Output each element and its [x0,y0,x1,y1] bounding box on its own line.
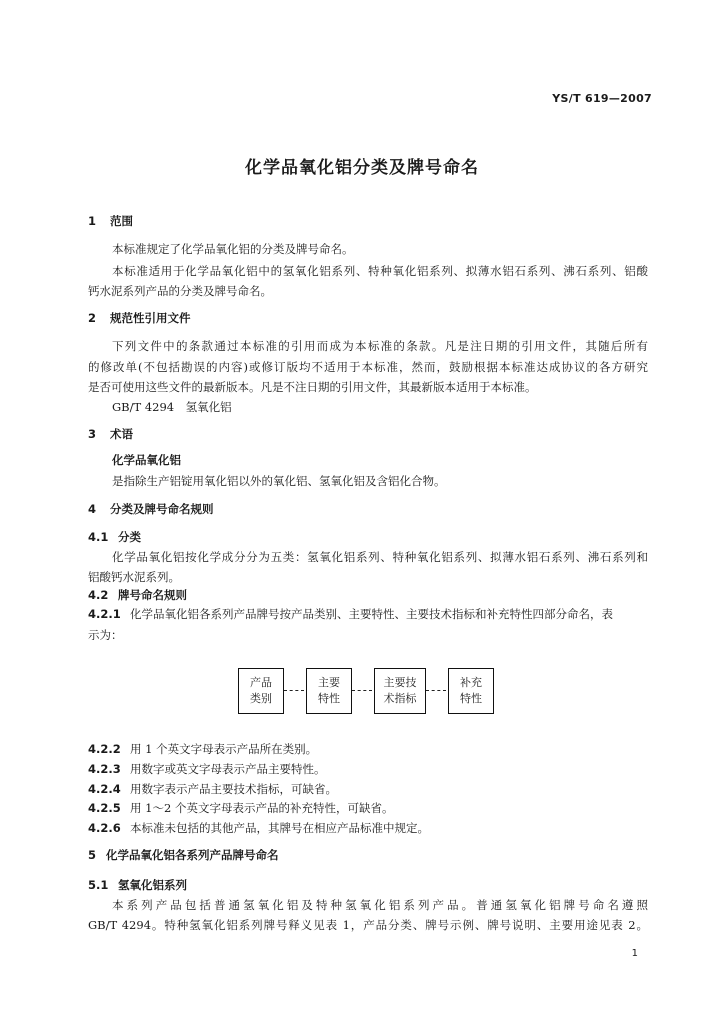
diagram-box-4-line-1: 补充 [460,676,482,689]
clause-4-2-3 [88,761,326,777]
section-5-1-number: 5.1 [88,878,109,892]
section-4-title: 分类及牌号命名规则 [110,502,214,516]
diagram-box-1-line-1: 产品 [250,676,272,689]
clause-4-2-2-text: 用 1 个英文字母表示产品所在类别。 [130,742,318,756]
section-5-title: 化学品氧化铝各系列产品牌号命名 [106,848,279,862]
clause-4-2-1-number: 4.2.1 [88,607,121,621]
section-1-paragraph-1: 本标准规定了化学品氧化铝的分类及牌号命名。 [112,242,354,256]
section-5-1-paragraph-line-1: 本系列产品包括普通氢氧化铝及特种氢氧化铝系列产品。普通氢氧化铝牌号命名遵照 [112,898,648,912]
clause-4-2-3-text: 用数字或英文字母表示产品主要特性。 [130,762,326,776]
diagram-box-main-technical-index [374,668,426,714]
document-title: 化学品氧化铝分类及牌号命名 [245,158,479,178]
diagram-connector-2 [352,690,372,691]
section-5-number: 5 [88,848,97,862]
section-2-paragraph-line-2: 的修改单(不包括勘误的内容)或修订版均不适用于本标准，然而，鼓励根据本标准达成协议的各方研究 [88,360,648,374]
section-4-1-paragraph-line-2: 铝酸钙水泥系列。 [88,570,180,584]
diagram-connector-3 [426,690,446,691]
normative-reference: GB/T 4294 氢氧化铝 [112,400,232,414]
section-3-number: 3 [88,427,97,441]
clause-4-2-3-number: 4.2.3 [88,762,121,776]
section-4-2-number: 4.2 [88,588,109,602]
section-2-paragraph-line-1: 下列文件中的条款通过本标准的引用而成为本标准的条款。凡是注日期的引用文件，其随后所有 [112,339,648,353]
section-2-number: 2 [88,311,97,325]
section-4-1-paragraph-line-1: 化学品氧化铝按化学成分分为五类：氢氧化铝系列、特种氧化铝系列、拟薄水铝石系列、沸石系列和 [112,550,648,564]
section-4-2-title: 牌号命名规则 [118,588,187,602]
section-2-title: 规范性引用文件 [110,311,191,325]
section-5-1-title: 氢氧化铝系列 [118,878,187,892]
clause-4-2-4-number: 4.2.4 [88,782,121,796]
diagram-box-2-line-2: 特性 [318,692,340,705]
diagram-box-3-line-1: 主要技 [383,676,417,689]
section-4-1-title: 分类 [118,530,141,544]
section-1-title: 范围 [110,214,133,228]
diagram-box-3-line-2: 术指标 [383,692,417,705]
section-1-paragraph-2-line-2: 钙水泥系列产品的分类及牌号命名。 [88,284,272,298]
section-5-1-paragraph-line-2: GB/T 4294。特种氢氧化铝系列牌号释义见表 1，产品分类、牌号示例、牌号说明、主要用途见表 2。 [88,918,648,932]
term-definition: 是指除生产铝锭用氧化铝以外的氧化铝、氢氧化铝及含铝化合物。 [112,474,446,488]
section-2-heading [88,310,191,326]
section-3-title: 术语 [110,427,133,441]
clause-4-2-4-text: 用数字表示产品主要技术指标，可缺省。 [130,782,337,796]
diagram-box-1-line-2: 类别 [250,692,272,705]
section-1-paragraph-2-line-1: 本标准适用于化学品氧化铝中的氢氧化铝系列、特种氧化铝系列、拟薄水铝石系列、沸石系列、铝酸 [112,264,648,278]
section-1-heading [88,213,133,229]
clause-4-2-5 [88,800,393,816]
section-4-2-heading [88,587,187,603]
section-5-heading [88,847,279,863]
clause-4-2-1-line-1 [88,606,613,622]
diagram-connector-1 [284,690,304,691]
clause-4-2-6-text: 本标准未包括的其他产品，其牌号在相应产品标准中规定。 [130,821,429,835]
term-name: 化学品氧化铝 [112,453,181,467]
clause-4-2-6-number: 4.2.6 [88,821,121,835]
section-5-1-heading [88,877,187,893]
clause-4-2-1-text: 化学品氧化铝各系列产品牌号按产品类别、主要特性、主要技术指标和补充特性四部分命名，表 [130,607,613,621]
diagram-box-4-line-2: 特性 [460,692,482,705]
diagram-box-2-line-1: 主要 [318,676,340,689]
section-3-heading [88,426,133,442]
section-1-number: 1 [88,214,97,228]
clause-4-2-4 [88,781,337,797]
diagram-box-supplementary-property [448,668,494,714]
section-4-1-heading [88,529,141,545]
section-2-paragraph-line-3: 是否可使用这些文件的最新版本。凡是不注日期的引用文件，其最新版本适用于本标准。 [88,380,537,394]
page-number: 1 [631,948,638,959]
clause-4-2-6 [88,820,429,836]
section-4-1-number: 4.1 [88,530,109,544]
section-4-heading [88,501,214,517]
clause-4-2-1-line-2: 示为： [88,628,123,642]
clause-4-2-2-number: 4.2.2 [88,742,121,756]
diagram-box-main-property [306,668,352,714]
clause-4-2-2 [88,741,317,757]
diagram-box-product-category [238,668,284,714]
standard-code: YS/T 619—2007 [552,92,652,105]
section-4-number: 4 [88,502,97,516]
clause-4-2-5-number: 4.2.5 [88,801,121,815]
clause-4-2-5-text: 用 1～2 个英文字母表示产品的补充特性，可缺省。 [130,801,394,815]
